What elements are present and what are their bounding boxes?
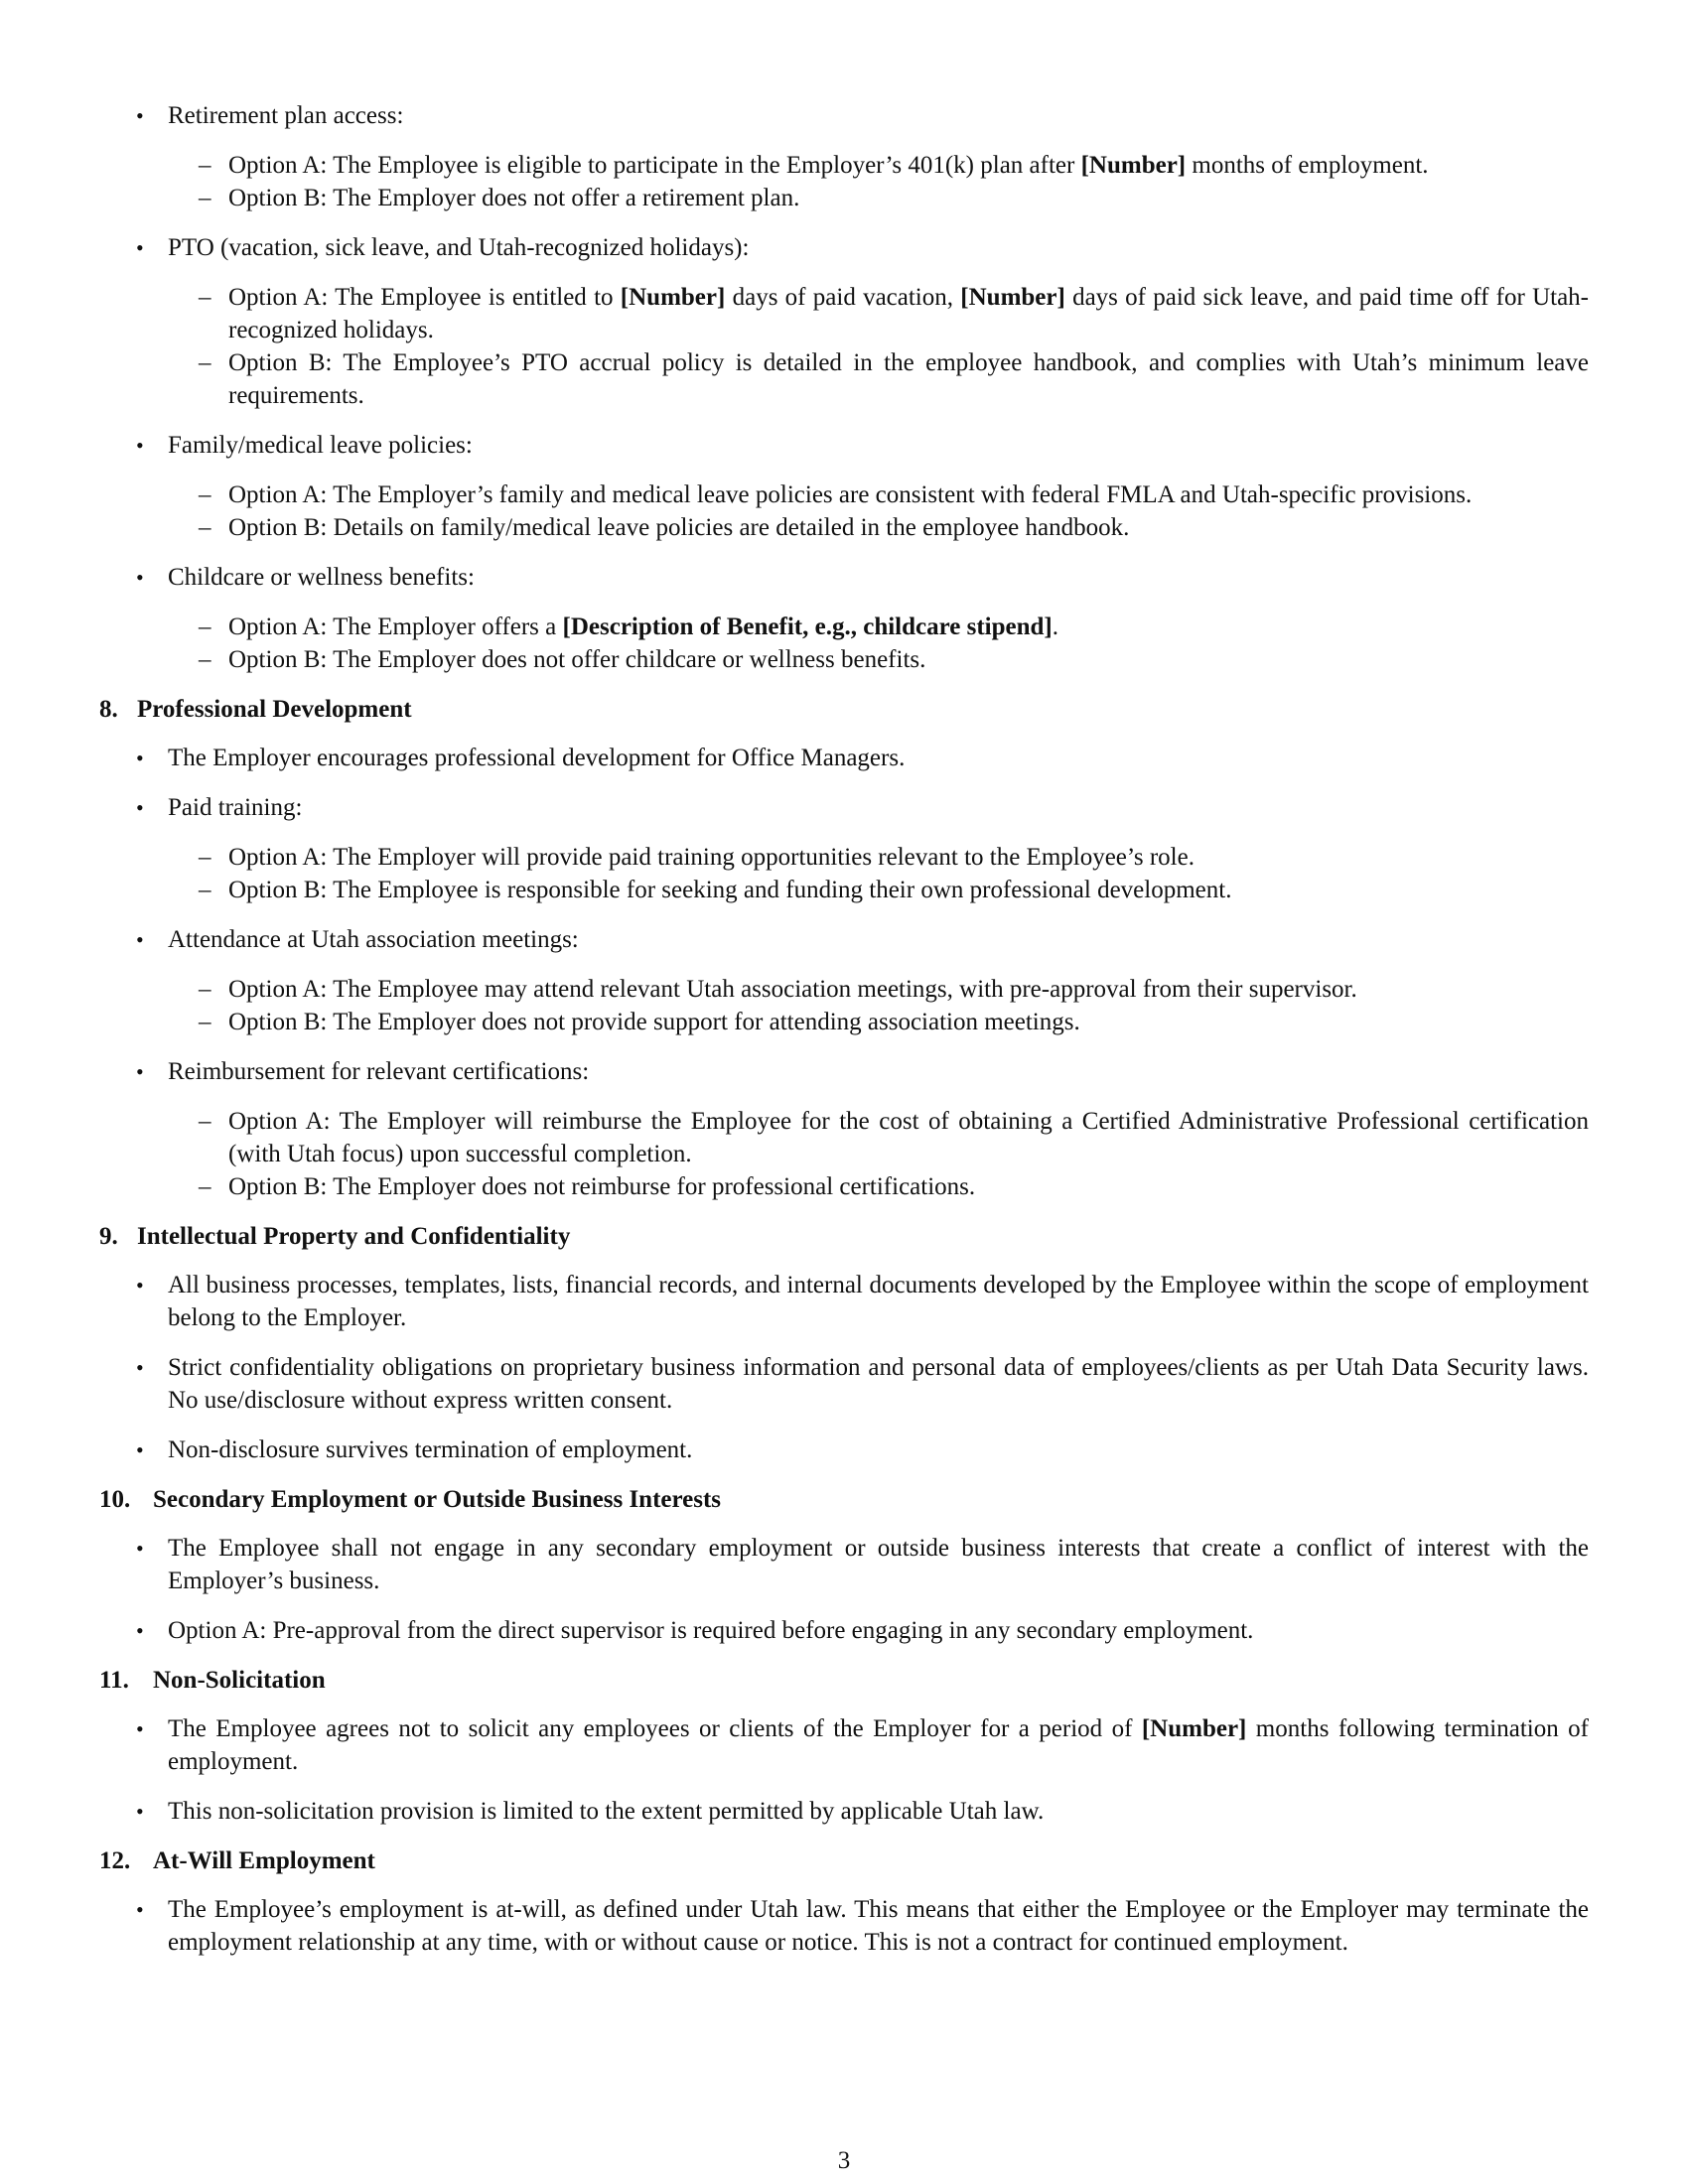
association-option-b: – Option B: The Employer does not provide support for attending association meetings.: [168, 1006, 1589, 1038]
paid-training-option-b: – Option B: The Employee is responsible for seeking and funding their own professional development.: [168, 874, 1589, 906]
family-leave-option-b: – Option B: Details on family/medical leave policies are detailed in the employee handbook.: [168, 511, 1589, 544]
placeholder-number: [Number]: [1080, 152, 1187, 179]
section-11-list: [99, 1712, 1589, 1828]
retirement-option-b: – Option B: The Employer does not offer a retirement plan.: [168, 182, 1589, 214]
family-leave-options: [168, 478, 1589, 544]
retirement-options: [168, 149, 1589, 214]
family-leave-item: [99, 429, 1589, 544]
reimbursement-option-b: – Option B: The Employer does not reimburse for professional certifications.: [168, 1170, 1589, 1203]
childcare-option-b: – Option B: The Employer does not offer childcare or wellness benefits.: [168, 643, 1589, 676]
section-10-heading: 10. Secondary Employment or Outside Business Interests: [99, 1486, 722, 1513]
section-9-bullet: • All business processes, templates, lists, financial records, and internal documents developed by the Employee within the scope of employment belong to the Employer.: [99, 1269, 1589, 1334]
section-10-bullet: • The Employee shall not engage in any secondary employment or outside business interests that create a conflict of interest with the Employer’s business.: [99, 1532, 1589, 1597]
section-10-bullet: • Option A: Pre-approval from the direct supervisor is required before engaging in any secondary employment.: [99, 1614, 1589, 1647]
family-leave-option-a: – Option A: The Employer’s family and medical leave policies are consistent with federal FMLA and Utah-specific provisions.: [168, 478, 1589, 511]
section-11-bullet: • This non-solicitation provision is limited to the extent permitted by applicable Utah law.: [99, 1795, 1589, 1828]
placeholder-benefit: [Description of Benefit, e.g., childcare stipend]: [562, 614, 1053, 640]
section-10-list: [99, 1532, 1589, 1647]
section-9-list: [99, 1269, 1589, 1466]
pto-option-b: – Option B: The Employee’s PTO accrual policy is detailed in the employee handbook, and complies with Utah’s minimum leave requirements.: [168, 346, 1589, 412]
childcare-item: [99, 561, 1589, 676]
page-content: [99, 99, 1589, 1976]
section-11-bullet: • The Employee agrees not to solicit any employees or clients of the Employer for a period of [Number] months following termination of employment.: [99, 1712, 1589, 1778]
section-8-list: [99, 742, 1589, 1203]
placeholder-number: [Number]: [1141, 1715, 1247, 1742]
paid-training-item: • Paid training: – Option A: The Employer will provide paid training opportunities relevant to the Employee’s role. – Option B: The Employee is responsible for seeking and funding their own professional development.: [99, 791, 1589, 906]
placeholder-number: [Number]: [620, 284, 726, 311]
retirement-option-a: – Option A: The Employee is eligible to participate in the Employer’s 401(k) plan after [Number] months of employment.: [168, 149, 1589, 182]
reimbursement-item: • Reimbursement for relevant certifications: – Option A: The Employer will reimburse the Employee for the cost of obtaining a Certified Administrative Professional certification (with Utah focus) upon successful completion. – Option B: The Employer does not reimburse for professional certifications.: [99, 1055, 1589, 1203]
pto-option-a: – Option A: The Employee is entitled to [Number] days of paid vacation, [Number] days of paid sick leave, and paid time off for Utah-recognized holidays.: [168, 281, 1589, 346]
section-8-heading: 8. Professional Development: [99, 696, 412, 723]
page-number: 3: [837, 2147, 851, 2174]
paid-training-option-a: – Option A: The Employer will provide paid training opportunities relevant to the Employee’s role.: [168, 841, 1589, 874]
benefits-list: [99, 99, 1589, 676]
reimbursement-option-a: – Option A: The Employer will reimburse the Employee for the cost of obtaining a Certified Administrative Professional certification (with Utah focus) upon successful completion.: [168, 1105, 1589, 1170]
section-9-bullet: • Non-disclosure survives termination of employment.: [99, 1433, 1589, 1466]
pto-label: PTO (vacation, sick leave, and Utah-recognized holidays):: [168, 234, 750, 261]
placeholder-number: [Number]: [960, 284, 1065, 311]
association-option-a: – Option A: The Employee may attend relevant Utah association meetings, with pre-approval from their supervisor.: [168, 973, 1589, 1006]
section-9-heading: 9. Intellectual Property and Confidentiality: [99, 1223, 571, 1250]
section-12-bullet: • The Employee’s employment is at-will, as defined under Utah law. This means that either the Employee or the Employer may terminate the employment relationship at any time, with or without cause or notice. This is not a contract for continued employment.: [99, 1893, 1589, 1959]
retirement-item: [99, 99, 1589, 214]
section-12-heading: 12. At-Will Employment: [99, 1847, 375, 1874]
association-item: • Attendance at Utah association meetings: – Option A: The Employee may attend relevant Utah association meetings, with pre-approval from their supervisor. – Option B: The Employer does not provide support for attending association meetings.: [99, 923, 1589, 1038]
pto-item: [99, 231, 1589, 412]
childcare-label: Childcare or wellness benefits:: [168, 564, 475, 591]
section-12-list: [99, 1893, 1589, 1959]
section-11-heading: 11. Non-Solicitation: [99, 1667, 326, 1694]
childcare-options: [168, 611, 1589, 676]
childcare-option-a: – Option A: The Employer offers a [Description of Benefit, e.g., childcare stipend].: [168, 611, 1589, 643]
family-leave-label: Family/medical leave policies:: [168, 432, 473, 459]
section-8-intro: • The Employer encourages professional development for Office Managers.: [99, 742, 1589, 774]
retirement-label: Retirement plan access:: [168, 102, 404, 129]
section-9-bullet: • Strict confidentiality obligations on proprietary business information and personal data of employees/clients as per Utah Data Security laws. No use/disclosure without express written consent.: [99, 1351, 1589, 1417]
pto-options: [168, 281, 1589, 412]
